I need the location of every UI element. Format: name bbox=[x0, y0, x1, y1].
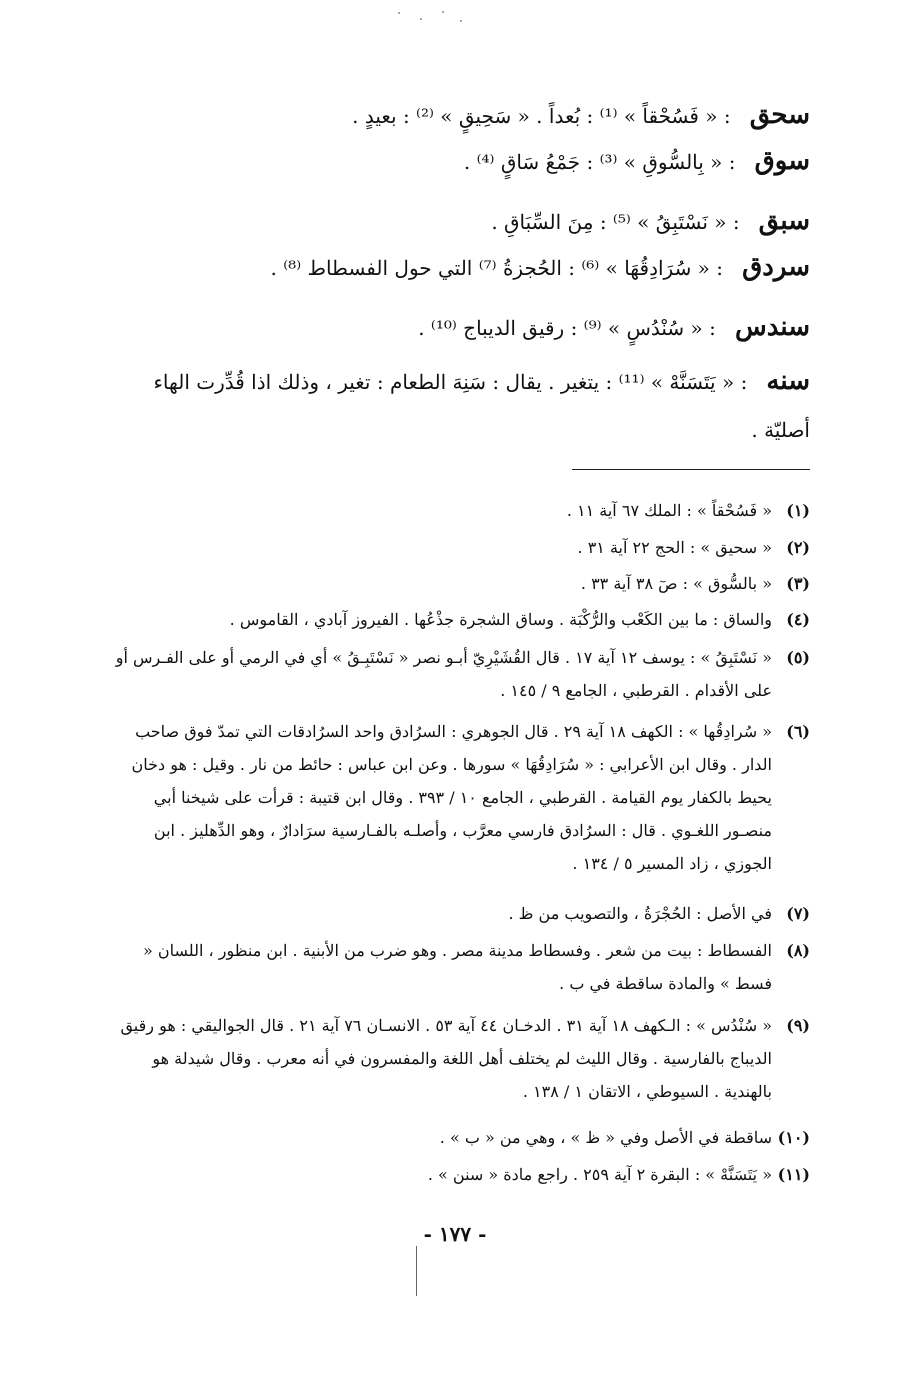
footnote-2 bbox=[105, 531, 810, 564]
footnote-7 bbox=[105, 897, 810, 930]
entry-body: : « سُرَادِقُهَا » ⁽⁶⁾ : الحُجزةُ ⁽⁷⁾ التي حول الفسطاط ⁽⁸⁾ . bbox=[270, 256, 724, 280]
footnote-number: (٤) bbox=[786, 610, 810, 629]
footnote-number: (٨) bbox=[786, 941, 810, 960]
footnote-text: « بالسُّوق » : صٓ ٣٨ آية ٣٣ . bbox=[580, 574, 772, 593]
entry-head: سردق bbox=[742, 252, 810, 282]
footnote-1 bbox=[105, 494, 810, 527]
footnote-5 bbox=[105, 641, 810, 707]
footnote-4 bbox=[105, 603, 810, 636]
footnote-divider bbox=[572, 469, 810, 470]
footnote-number: (٥) bbox=[786, 648, 810, 667]
entry-sundus bbox=[120, 312, 810, 342]
footnote-number: (٦) bbox=[786, 722, 810, 741]
footnote-text: « سُرادِقُها » : الكهف ١٨ آية ٢٩ . قال الجوهري : السرُادق واحد السرُادقات التي تمدّ فوق صاحب الدار . وقال ابن الأعرابي : « سُرَادِقُهَا » سورها . وعن ابن عباس : حائط من نار . وقيل : هو دخان يحيط بالكفار يوم القيامة . القرطبي ، الجامع ١٠ / ٣٩٣ . وقال ابن قتيبة : قرأت على شيخنا أبي منصـور اللغـوي . قال : السرُادق فارسي معرَّب ، وأصلـه بالفـارسية سرَادارٌ ، وهو الدِّهليز . ابن الجوزي ، زاد المسير ٥ / ١٣٤ . bbox=[131, 722, 772, 873]
entry-head: سحق bbox=[749, 100, 810, 130]
footnote-6 bbox=[105, 715, 810, 880]
scan-artifact-line bbox=[416, 1246, 417, 1296]
entry-body: : « يَتَسَنَّهْ » ⁽¹¹⁾ : يتغير . يقال : سَنِهَ الطعام : تغير ، وذلك اذا قُدِّرت الهاء أصليّة . bbox=[153, 370, 810, 442]
entry-body: : « فَسُحْقاً » ⁽¹⁾ : بُعداً . « سَحِيقٍ » ⁽²⁾ : بعيدٍ . bbox=[352, 104, 731, 128]
entry-suq bbox=[120, 146, 810, 176]
entry-head: سنه bbox=[766, 366, 810, 396]
footnote-text: « سحيق » : الحج ٢٢ آية ٣١ . bbox=[577, 538, 772, 557]
page-number: - ١٧٧ - bbox=[423, 1222, 487, 1246]
entry-body: : « سُنْدُسٍ » ⁽⁹⁾ : رقيق الديباج ⁽¹⁰⁾ . bbox=[418, 316, 716, 340]
footnote-text: « نَسْتَبِقُ » : يوسف ١٢ آية ١٧ . قال القُشَيْرِيّ أبـو نصر « نَسْتَبِـقُ » أي في الرمي أو على الفـرس أو على الأقدام . القرطبي ، الجامع ٩ / ١٤٥ . bbox=[115, 648, 772, 700]
entry-sanah bbox=[120, 358, 810, 455]
entry-head: سبق bbox=[758, 206, 810, 236]
footnote-number: (١) bbox=[786, 501, 810, 520]
footnote-text: « سُنْدُس » : الـكهف ١٨ آية ٣١ . الدخـان ٤٤ آية ٥٣ . الانسـان ٧٦ آية ٢١ . قال الجواليقي : هو رقيق الديباج بالفارسية . وقال الليث لم يختلف أهل اللغة والمفسرون في أنه معرب . وقال شيدلة هو بالهندية . السيوطي ، الاتقان ١ / ١٣٨ . bbox=[120, 1016, 772, 1101]
footnote-text: ساقطة في الأصل وفي « ظ » ، وهي من « ب » . bbox=[439, 1128, 772, 1147]
footnote-10 bbox=[105, 1121, 810, 1154]
footnote-text: « فَسُحْقاً » : الملك ٦٧ آية ١١ . bbox=[566, 501, 772, 520]
footnote-number: (٩) bbox=[786, 1016, 810, 1035]
entry-body: : « نَسْتَبِقُ » ⁽⁵⁾ : مِنَ السِّبَاقِ . bbox=[491, 210, 740, 234]
entry-head: سندس bbox=[734, 312, 810, 342]
footnote-3 bbox=[105, 567, 810, 600]
footnote-number: (١١) bbox=[777, 1165, 810, 1184]
entry-head: سوق bbox=[754, 146, 810, 176]
entry-body: : « بِالسُّوقِ » ⁽³⁾ : جَمْعُ سَاقٍ ⁽⁴⁾ . bbox=[463, 150, 736, 174]
footnote-text: والساق : ما بين الكَعْب والرُّكْبَة . وساق الشجرة جذْعُها . الفيروز آبادي ، القاموس . bbox=[229, 610, 772, 629]
footnote-text: في الأصل : الحُجْرَةُ ، والتصويب من ظ . bbox=[508, 904, 772, 923]
entry-sardaq bbox=[120, 252, 810, 282]
footnote-11 bbox=[105, 1158, 810, 1191]
footnote-9 bbox=[105, 1009, 810, 1108]
footnote-8 bbox=[105, 934, 810, 1000]
footnote-number: (١٠) bbox=[777, 1128, 810, 1147]
footnote-number: (٧) bbox=[786, 904, 810, 923]
footnote-text: « يَتَسَنَّهْ » : البقرة ٢ آية ٢٥٩ . راجع مادة « سنن » . bbox=[427, 1165, 772, 1184]
entry-sahq bbox=[120, 100, 810, 130]
footnote-number: (٢) bbox=[786, 538, 810, 557]
scan-speckles bbox=[390, 8, 470, 24]
entry-sabq bbox=[120, 206, 810, 236]
footnote-number: (٣) bbox=[786, 574, 810, 593]
footnote-text: الفسطاط : بيت من شعر . وفسطاط مدينة مصر . وهو ضرب من الأبنية . ابن منظور ، اللسان « فسط » والمادة ساقطة في ب . bbox=[143, 941, 772, 993]
